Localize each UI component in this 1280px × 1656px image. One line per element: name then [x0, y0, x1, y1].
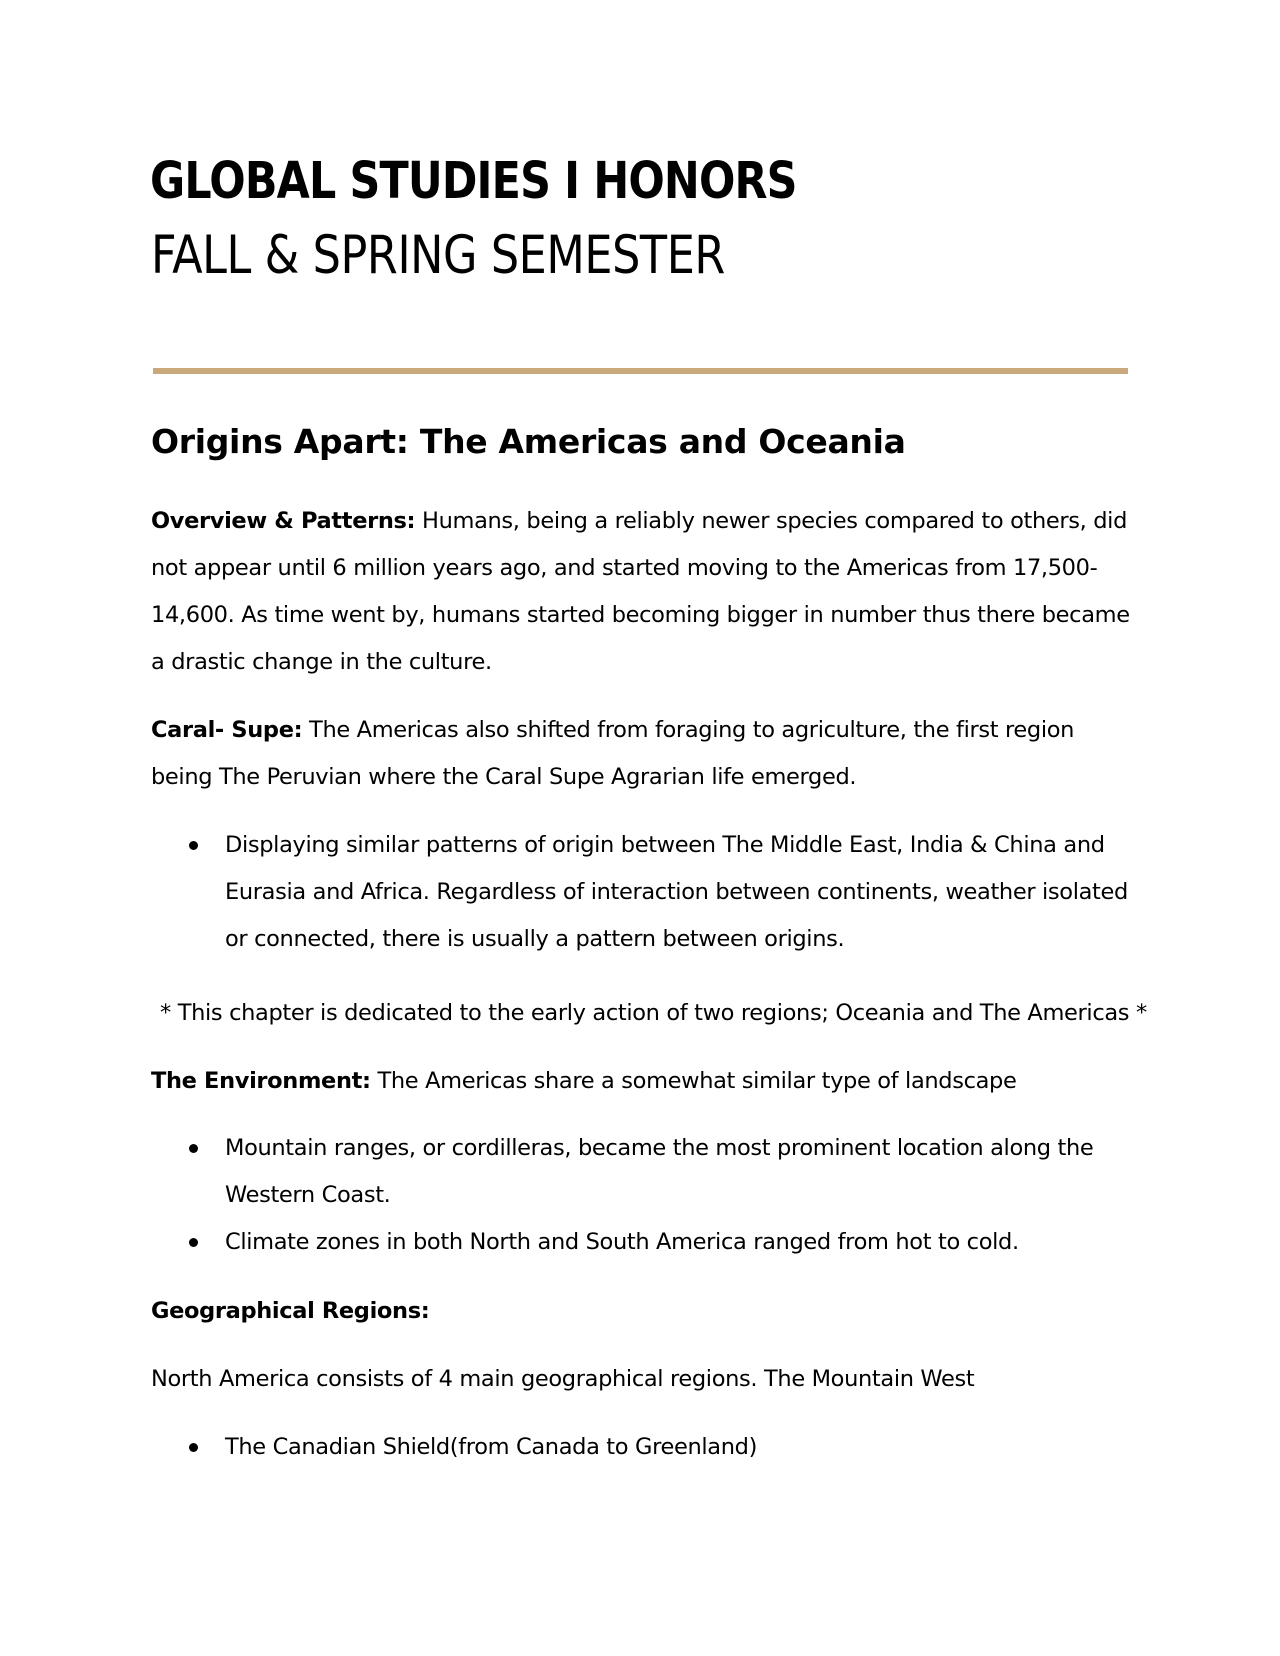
bullet-icon: [189, 1238, 198, 1247]
environment-bullet-list: [151, 1125, 1141, 1266]
list-item-text: The Canadian Shield(from Canada to Greenland): [225, 1434, 757, 1460]
bullet-icon: [189, 841, 198, 850]
list-item: [151, 1424, 1141, 1471]
overview-label: Overview & Patterns:: [151, 508, 416, 534]
geo-bullet-list: [151, 1424, 1141, 1471]
title-divider: [153, 368, 1128, 374]
list-item-text: Mountain ranges, or cordilleras, became the most prominent location along the Western Coast.: [225, 1135, 1094, 1208]
list-item-text: Displaying similar patterns of origin between The Middle East, India & China and Eurasia and Africa. Regardless of interaction between continents, weather isolated or connected, there is usually a pattern between origins.: [225, 832, 1128, 952]
geo-paragraph: North America consists of 4 main geographical regions. The Mountain West: [151, 1366, 975, 1392]
geo-heading: [151, 1288, 1141, 1335]
document-subtitle: FALL & SPRING SEMESTER: [151, 225, 725, 286]
caral-text: The Americas also shifted from foraging to agriculture, the first region being The Peruvian where the Caral Supe Agrarian life emerged.: [151, 717, 1075, 790]
environment-text: The Americas share a somewhat similar type of landscape: [370, 1068, 1017, 1094]
list-item: [151, 1125, 1141, 1219]
bullet-icon: [189, 1443, 198, 1452]
caral-paragraph: [151, 707, 1141, 801]
overview-paragraph: [151, 498, 1141, 686]
chapter-note: * This chapter is dedicated to the early action of two regions; Oceania and The Americas *: [160, 1000, 1147, 1026]
geo-label: Geographical Regions:: [151, 1298, 430, 1324]
environment-label: The Environment:: [151, 1068, 371, 1094]
list-item: [151, 822, 1141, 963]
environment-paragraph: [151, 1058, 1141, 1105]
bullet-icon: [189, 1144, 198, 1153]
list-item: [151, 1219, 1141, 1266]
caral-label: Caral- Supe:: [151, 717, 303, 743]
caral-bullet-list: [151, 822, 1141, 963]
overview-text: Humans, being a reliably newer species compared to others, did not appear until 6 million years ago, and started moving to the Americas from 17,500-14,600. As time went by, humans started becoming bigger in number thus there became a drastic change in the culture.: [151, 508, 1130, 675]
section-heading: Origins Apart: The Americas and Oceania: [151, 422, 906, 461]
list-item-text: Climate zones in both North and South America ranged from hot to cold.: [225, 1229, 1019, 1255]
document-title: GLOBAL STUDIES I HONORS: [150, 152, 797, 211]
